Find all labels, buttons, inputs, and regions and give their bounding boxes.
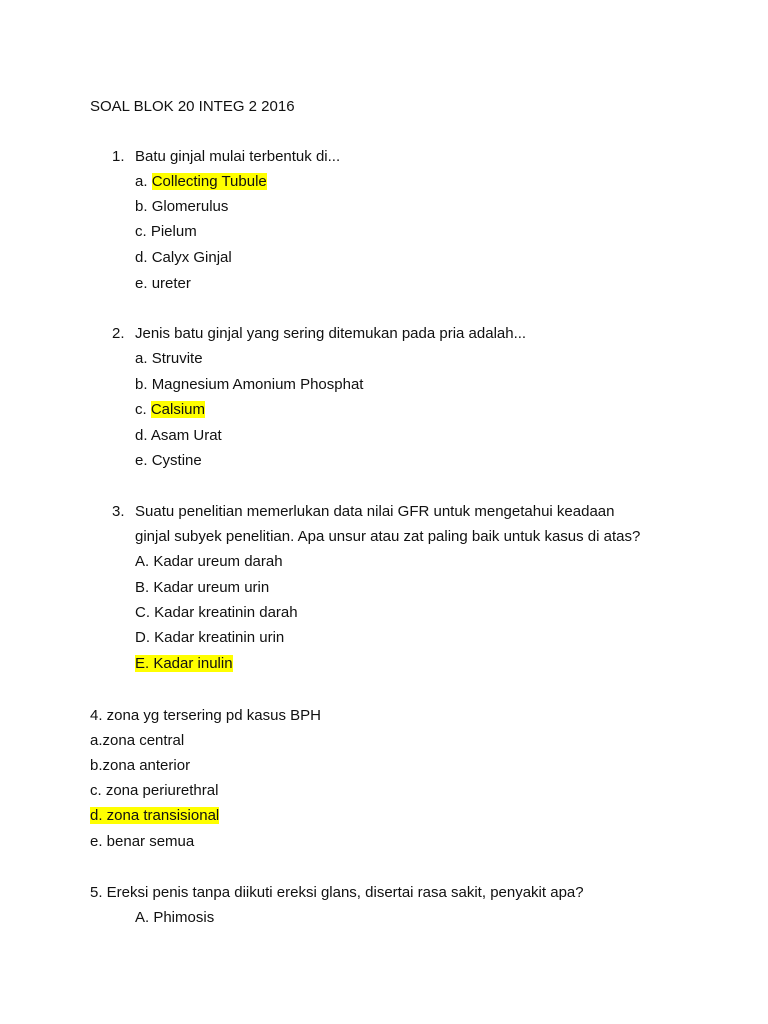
option-text: C. Kadar kreatinin darah: [135, 604, 298, 621]
question-3-text-line-2: ginjal subyek penelitian. Apa unsur atau zat paling baik untuk kasus di atas?: [135, 528, 641, 545]
question-4-option-b: [90, 756, 190, 776]
option-text: Asam Urat: [150, 427, 222, 444]
question-3-option-a: [135, 552, 283, 572]
question-2-text: Jenis batu ginjal yang sering ditemukan pada pria adalah...: [135, 325, 527, 342]
option-label: e.: [135, 275, 152, 292]
option-text: Struvite: [151, 350, 203, 367]
question-5-text: 5. Ereksi penis tanpa diikuti ereksi glans, disertai rasa sakit, penyakit apa?: [90, 884, 584, 901]
option-label: a.: [135, 173, 152, 190]
option-label: a.: [135, 350, 152, 367]
option-label: c.: [135, 223, 151, 240]
question-3-option-c: [135, 603, 298, 623]
option-text: B. Kadar ureum urin: [135, 579, 270, 596]
question-2-option-d: [135, 426, 222, 446]
question-3-option-e: [135, 654, 233, 674]
question-2-option-c: [135, 400, 205, 420]
question-4-option-c: [90, 781, 218, 801]
question-1-option-e: [135, 274, 191, 294]
option-text: ureter: [151, 275, 191, 292]
question-3-option-d: [135, 628, 284, 648]
question-1-option-d: [135, 248, 232, 268]
question-1-option-b: [135, 197, 228, 217]
document-title: SOAL BLOK 20 INTEG 2 2016: [90, 98, 295, 115]
question-1-option-a: [135, 172, 267, 192]
option-text: b.zona anterior: [90, 757, 191, 774]
option-text: c. zona periurethral: [90, 782, 219, 799]
question-4-text: 4. zona yg tersering pd kasus BPH: [90, 707, 321, 724]
question-1-option-c: [135, 222, 197, 242]
option-label: b.: [135, 376, 152, 393]
option-text: e. benar semua: [90, 833, 195, 850]
option-label: e.: [135, 452, 152, 469]
option-text-highlighted: E. Kadar inulin: [135, 655, 233, 672]
option-label: d.: [135, 249, 152, 266]
question-1-text: Batu ginjal mulai terbentuk di...: [135, 148, 341, 165]
option-text: a.zona central: [90, 732, 185, 749]
option-text: Pielum: [150, 223, 197, 240]
question-2-option-b: [135, 375, 363, 395]
option-text-highlighted: d. zona transisional: [90, 807, 220, 824]
option-text: A. Phimosis: [135, 909, 215, 926]
question-2-number: 2.: [112, 325, 125, 342]
option-text: Cystine: [151, 452, 202, 469]
option-text: Magnesium Amonium Phosphat: [151, 376, 364, 393]
option-text: D. Kadar kreatinin urin: [135, 629, 285, 646]
option-text: Glomerulus: [151, 198, 229, 215]
option-text-highlighted: Collecting Tubule: [151, 173, 267, 190]
question-4-option-e: [90, 832, 194, 852]
option-text: A. Kadar ureum darah: [135, 553, 283, 570]
question-4-option-a: [90, 731, 184, 751]
question-2-option-a: [135, 349, 203, 369]
question-3-text-line-1: Suatu penelitian memerlukan data nilai GFR untuk mengetahui keadaan: [135, 503, 615, 520]
question-5-option-a: [135, 908, 214, 928]
option-label: c.: [135, 401, 151, 418]
option-text: Calyx Ginjal: [151, 249, 232, 266]
question-2-option-e: [135, 451, 202, 471]
question-3-option-b: [135, 578, 269, 598]
option-label: d.: [135, 427, 151, 444]
option-text-highlighted: Calsium: [150, 401, 206, 418]
question-4-option-d: [90, 806, 219, 826]
question-3-number: 3.: [112, 503, 125, 520]
option-label: b.: [135, 198, 152, 215]
question-1-number: 1.: [112, 148, 125, 165]
